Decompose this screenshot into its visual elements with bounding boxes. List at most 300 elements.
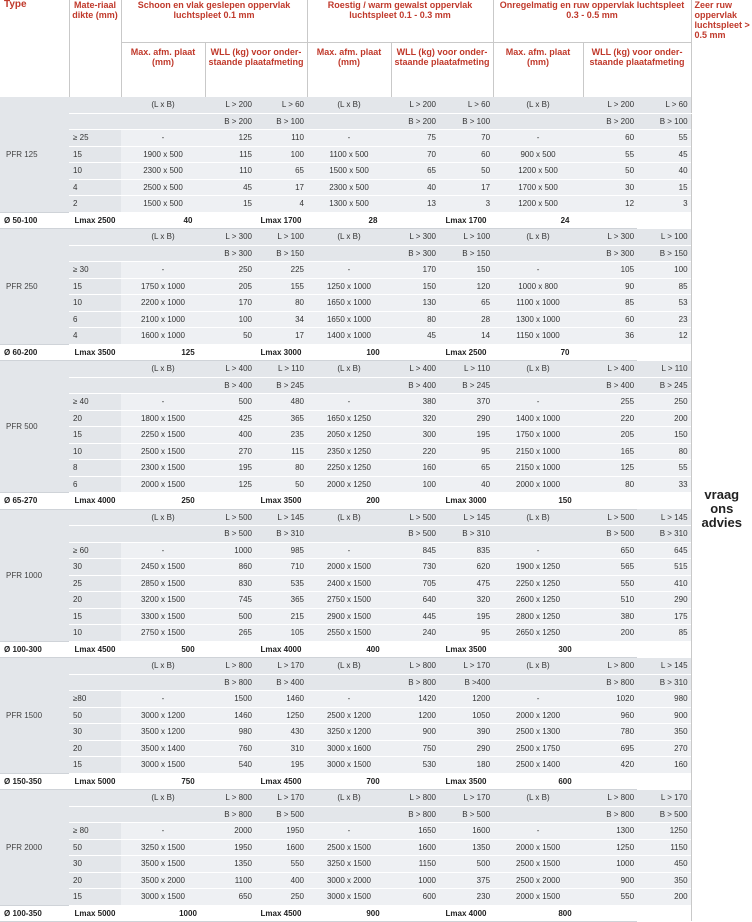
wll-cell: 475 <box>439 575 493 592</box>
max-size-cell: 2250 x 1250 <box>493 575 583 592</box>
wll-cell: 705 <box>391 575 439 592</box>
max-size-cell <box>307 526 391 543</box>
wll-cell: L > 170 <box>255 790 307 807</box>
table-row <box>0 625 752 642</box>
lmax-cell: Lmax 1700 <box>255 212 307 229</box>
wll-cell: B > 200 <box>391 113 439 130</box>
wll-cell: 640 <box>391 592 439 609</box>
wll-cell: 85 <box>583 295 637 312</box>
lmax-cell: Lmax 5000 <box>69 773 121 790</box>
table-row <box>0 542 752 559</box>
thickness-cell: 15 <box>69 889 121 906</box>
wll-cell: 380 <box>583 608 637 625</box>
wll-cell: 1650 <box>391 823 439 840</box>
max-size-cell <box>121 674 205 691</box>
wll-cell: L > 400 <box>391 361 439 378</box>
wll-cell: 100 <box>205 311 255 328</box>
max-size-cell: 1500 x 500 <box>307 163 391 180</box>
wll-cell: 50 <box>255 476 307 493</box>
thickness-cell: 20 <box>69 410 121 427</box>
wll-cell: 110 <box>205 163 255 180</box>
max-size-cell: - <box>121 542 205 559</box>
lmax-cell: Lmax 4000 <box>439 905 493 922</box>
wll-total-cell: 125 <box>121 344 255 361</box>
wll-cell: 900 <box>583 872 637 889</box>
wll-cell: L > 60 <box>439 97 493 113</box>
wll-cell: 650 <box>583 542 637 559</box>
group-header-clean: Schoon en vlak geslepen oppervlak luchtspleet 0.1 mm <box>121 0 307 43</box>
wll-cell: 1250 <box>583 839 637 856</box>
wll-cell: B > 310 <box>439 526 493 543</box>
wll-cell: L > 400 <box>583 361 637 378</box>
wll-cell: 1250 <box>637 823 691 840</box>
wll-cell: 645 <box>637 542 691 559</box>
thickness-cell: 30 <box>69 724 121 741</box>
table-row <box>0 889 752 906</box>
wll-cell: L > 145 <box>637 509 691 526</box>
wll-cell: 1500 <box>205 691 255 708</box>
thickness-cell <box>69 674 121 691</box>
wll-cell: 40 <box>391 179 439 196</box>
max-size-cell: 3200 x 1500 <box>121 592 205 609</box>
wll-cell: 230 <box>439 889 493 906</box>
table-row <box>0 163 752 180</box>
thickness-cell: 20 <box>69 592 121 609</box>
wll-cell: 15 <box>637 179 691 196</box>
wll-cell: 500 <box>205 608 255 625</box>
wll-cell: B > 400 <box>255 674 307 691</box>
max-size-cell: (L x B) <box>307 790 391 807</box>
diameter-cell: Ø 50-100 <box>0 212 69 229</box>
thickness-cell: 50 <box>69 707 121 724</box>
wll-cell: 620 <box>439 559 493 576</box>
wll-cell: 130 <box>391 295 439 312</box>
wll-cell: 180 <box>439 757 493 774</box>
wll-cell: 150 <box>637 427 691 444</box>
wll-cell: 1000 <box>205 542 255 559</box>
wll-cell: 30 <box>583 179 637 196</box>
thickness-cell: 15 <box>69 757 121 774</box>
max-size-cell: 1200 x 500 <box>493 196 583 213</box>
wll-cell: L > 110 <box>255 361 307 378</box>
max-size-cell: (L x B) <box>307 509 391 526</box>
max-size-cell: - <box>493 262 583 279</box>
max-size-cell: 1500 x 500 <box>121 196 205 213</box>
max-size-cell: 2900 x 1500 <box>307 608 391 625</box>
wll-cell: 1460 <box>255 691 307 708</box>
max-size-cell: (L x B) <box>307 97 391 113</box>
wll-cell: 270 <box>205 443 255 460</box>
wll-total-cell: 200 <box>307 493 439 510</box>
wll-cell: 1600 <box>255 839 307 856</box>
max-size-cell: (L x B) <box>493 790 583 807</box>
max-size-cell <box>493 674 583 691</box>
wll-cell: B > 500 <box>205 526 255 543</box>
section-footer-row <box>0 773 752 790</box>
wll-cell: B > 310 <box>255 526 307 543</box>
wll-cell: 15 <box>205 196 255 213</box>
wll-cell: 45 <box>637 146 691 163</box>
wll-cell: 365 <box>255 410 307 427</box>
thickness-cell: 20 <box>69 740 121 757</box>
wll-cell: 960 <box>583 707 637 724</box>
max-size-cell: 2400 x 1500 <box>307 575 391 592</box>
thickness-cell: 4 <box>69 328 121 345</box>
max-size-cell: 1900 x 1250 <box>493 559 583 576</box>
wll-cell: 50 <box>439 163 493 180</box>
table-row <box>0 658 752 675</box>
table-row <box>0 839 752 856</box>
max-size-cell: 3250 x 1200 <box>307 724 391 741</box>
wll-cell: 100 <box>391 476 439 493</box>
thickness-cell <box>69 658 121 675</box>
wll-cell: 105 <box>583 262 637 279</box>
wll-cell: 1020 <box>583 691 637 708</box>
max-size-cell <box>307 113 391 130</box>
wll-cell: L > 400 <box>205 361 255 378</box>
wll-cell: 695 <box>583 740 637 757</box>
wll-cell: B > 310 <box>637 674 691 691</box>
wll-cell: L > 100 <box>439 229 493 246</box>
wll-cell: 120 <box>439 278 493 295</box>
max-size-cell: 2300 x 500 <box>307 179 391 196</box>
wll-cell: 530 <box>391 757 439 774</box>
wll-cell: 1050 <box>439 707 493 724</box>
lmax-cell: Lmax 4500 <box>255 905 307 922</box>
max-size-cell: - <box>121 394 205 411</box>
max-size-cell: 2500 x 1500 <box>307 839 391 856</box>
max-size-cell: 1400 x 1000 <box>307 328 391 345</box>
wll-cell: 125 <box>205 476 255 493</box>
max-size-header: Max. afm. plaat (mm) <box>493 43 583 98</box>
wll-cell: L > 110 <box>439 361 493 378</box>
max-size-cell: 1800 x 1500 <box>121 410 205 427</box>
max-size-cell: (L x B) <box>493 229 583 246</box>
wll-cell: 55 <box>583 146 637 163</box>
wll-cell: B > 800 <box>205 674 255 691</box>
thickness-cell <box>69 526 121 543</box>
wll-cell: B > 800 <box>583 674 637 691</box>
max-size-cell: 2150 x 1000 <box>493 460 583 477</box>
lmax-cell: Lmax 4500 <box>255 773 307 790</box>
wll-cell: 170 <box>391 262 439 279</box>
wll-cell: 650 <box>205 889 255 906</box>
wll-cell: 50 <box>583 163 637 180</box>
wll-cell: 3 <box>439 196 493 213</box>
thickness-cell: 2 <box>69 196 121 213</box>
wll-cell: 13 <box>391 196 439 213</box>
wll-cell: 125 <box>205 130 255 147</box>
max-size-cell: 2850 x 1500 <box>121 575 205 592</box>
wll-cell: B > 200 <box>583 113 637 130</box>
diameter-cell: Ø 150-350 <box>0 773 69 790</box>
table-row <box>0 410 752 427</box>
wll-cell: 1200 <box>439 691 493 708</box>
max-size-cell: (L x B) <box>493 361 583 378</box>
wll-cell: L > 200 <box>583 97 637 113</box>
wll-cell: 500 <box>205 394 255 411</box>
wll-cell: 50 <box>205 328 255 345</box>
thickness-cell: 4 <box>69 179 121 196</box>
table-row <box>0 526 752 543</box>
wll-cell: B > 245 <box>255 377 307 394</box>
wll-cell: 80 <box>637 443 691 460</box>
wll-cell: 1000 <box>583 856 637 873</box>
wll-cell: 3 <box>637 196 691 213</box>
table-row <box>0 757 752 774</box>
wll-cell: L > 800 <box>583 790 637 807</box>
wll-cell: 170 <box>205 295 255 312</box>
lmax-cell: Lmax 2500 <box>439 344 493 361</box>
wll-cell: L > 800 <box>583 658 637 675</box>
thickness-cell: ≥ 40 <box>69 394 121 411</box>
thickness-cell: 30 <box>69 856 121 873</box>
wll-cell: 45 <box>205 179 255 196</box>
type-cell: PFR 250 <box>0 229 69 345</box>
max-size-cell: 2300 x 1500 <box>121 460 205 477</box>
wll-cell: 400 <box>205 427 255 444</box>
wll-cell: 390 <box>439 724 493 741</box>
wll-cell: 175 <box>637 608 691 625</box>
table-row <box>0 575 752 592</box>
max-size-cell: 1000 x 800 <box>493 278 583 295</box>
max-size-cell: - <box>307 130 391 147</box>
wll-cell: 150 <box>439 262 493 279</box>
wll-cell: 200 <box>583 625 637 642</box>
max-size-cell: (L x B) <box>121 509 205 526</box>
max-size-cell: (L x B) <box>493 509 583 526</box>
type-header: Type <box>4 0 27 10</box>
wll-cell: 36 <box>583 328 637 345</box>
wll-cell: 160 <box>391 460 439 477</box>
max-size-cell: 3000 x 1500 <box>307 889 391 906</box>
wll-cell: 55 <box>637 460 691 477</box>
table-row <box>0 443 752 460</box>
wll-cell: B > 300 <box>583 245 637 262</box>
max-size-cell: (L x B) <box>121 97 205 113</box>
wll-cell: L > 500 <box>205 509 255 526</box>
lmax-cell: Lmax 5000 <box>69 905 121 922</box>
wll-cell: 1350 <box>439 839 493 856</box>
wll-cell: L > 170 <box>255 658 307 675</box>
max-size-cell: 3000 x 1500 <box>121 889 205 906</box>
max-size-cell: - <box>307 262 391 279</box>
max-size-cell: 900 x 500 <box>493 146 583 163</box>
wll-cell: 1300 <box>583 823 637 840</box>
table-row <box>0 97 752 113</box>
wll-cell: 17 <box>439 179 493 196</box>
wll-cell: 255 <box>583 394 637 411</box>
wll-cell: 510 <box>583 592 637 609</box>
table-row <box>0 509 752 526</box>
wll-cell: 85 <box>637 278 691 295</box>
max-size-cell: 1100 x 500 <box>307 146 391 163</box>
max-size-cell: 2250 x 1250 <box>307 460 391 477</box>
wll-cell: 1460 <box>205 707 255 724</box>
table-row <box>0 427 752 444</box>
wll-cell: 845 <box>391 542 439 559</box>
thickness-cell <box>69 229 121 246</box>
thickness-cell: 25 <box>69 575 121 592</box>
wll-cell: 195 <box>439 608 493 625</box>
wll-cell: 235 <box>255 427 307 444</box>
wll-header: WLL (kg) voor onder-staande plaatafmeting <box>391 43 493 98</box>
wll-cell: 70 <box>439 130 493 147</box>
table-row <box>0 311 752 328</box>
wll-cell: 430 <box>255 724 307 741</box>
max-size-cell: - <box>307 394 391 411</box>
wll-cell: L > 60 <box>637 97 691 113</box>
wll-cell: B > 245 <box>637 377 691 394</box>
lmax-cell: Lmax 3500 <box>439 641 493 658</box>
wll-cell: 12 <box>637 328 691 345</box>
max-size-cell: 3500 x 2000 <box>121 872 205 889</box>
type-cell: PFR 1500 <box>0 658 69 774</box>
lmax-cell: Lmax 4000 <box>69 493 121 510</box>
wll-cell: 1950 <box>205 839 255 856</box>
max-size-cell <box>493 245 583 262</box>
section-footer-row <box>0 344 752 361</box>
max-size-cell <box>121 526 205 543</box>
table-row <box>0 707 752 724</box>
wll-cell: 300 <box>391 427 439 444</box>
wll-cell: 23 <box>637 311 691 328</box>
max-size-cell <box>121 806 205 823</box>
group-header-rusty: Roestig / warm gewalst oppervlak luchtspleet 0.1 - 0.3 mm <box>307 0 493 43</box>
wll-cell: 220 <box>583 410 637 427</box>
wll-cell: B > 100 <box>439 113 493 130</box>
wll-cell: 265 <box>205 625 255 642</box>
max-size-cell: - <box>121 691 205 708</box>
type-cell: PFR 2000 <box>0 790 69 906</box>
max-size-cell <box>493 806 583 823</box>
type-cell: PFR 1000 <box>0 509 69 641</box>
table-row <box>0 872 752 889</box>
wll-cell: 70 <box>391 146 439 163</box>
thickness-cell <box>69 509 121 526</box>
wll-cell: 310 <box>255 740 307 757</box>
wll-cell: 14 <box>439 328 493 345</box>
wll-cell: 1150 <box>391 856 439 873</box>
wll-cell: 85 <box>637 625 691 642</box>
max-size-cell: 2450 x 1500 <box>121 559 205 576</box>
max-size-cell: 2000 x 1500 <box>121 476 205 493</box>
max-size-cell: 3500 x 1200 <box>121 724 205 741</box>
thickness-cell: 15 <box>69 146 121 163</box>
thickness-cell <box>69 245 121 262</box>
max-size-cell: 2100 x 1000 <box>121 311 205 328</box>
wll-cell: 350 <box>637 872 691 889</box>
wll-total-cell: 40 <box>121 212 255 229</box>
table-row <box>0 328 752 345</box>
group-header-very-rough: Zeer ruw oppervlak luchtspleet > 0.5 mm <box>691 0 752 97</box>
max-size-cell: - <box>307 542 391 559</box>
wll-cell: 270 <box>637 740 691 757</box>
wll-cell: 53 <box>637 295 691 312</box>
type-cell: PFR 500 <box>0 361 69 493</box>
max-size-cell <box>307 674 391 691</box>
max-size-cell: 2500 x 1400 <box>493 757 583 774</box>
wll-cell: B > 800 <box>205 806 255 823</box>
wll-cell: L > 800 <box>205 790 255 807</box>
max-size-cell: (L x B) <box>121 361 205 378</box>
max-size-cell: 1600 x 1000 <box>121 328 205 345</box>
wll-cell: L > 300 <box>583 229 637 246</box>
thickness-cell: 6 <box>69 476 121 493</box>
max-size-cell: 2000 x 1500 <box>493 889 583 906</box>
wll-header: WLL (kg) voor onder-staande plaatafmeting <box>205 43 307 98</box>
wll-cell: 600 <box>391 889 439 906</box>
wll-cell: B > 800 <box>391 806 439 823</box>
max-size-cell: (L x B) <box>121 229 205 246</box>
max-size-cell: 1650 x 1250 <box>307 410 391 427</box>
thickness-cell: ≥ 30 <box>69 262 121 279</box>
wll-cell: B > 500 <box>255 806 307 823</box>
table-row <box>0 724 752 741</box>
wll-cell: 1100 <box>205 872 255 889</box>
wll-cell: L > 170 <box>439 658 493 675</box>
max-size-cell: (L x B) <box>307 361 391 378</box>
max-size-cell: 1250 x 1000 <box>307 278 391 295</box>
wll-cell: 100 <box>637 262 691 279</box>
max-size-cell: 3000 x 1500 <box>307 757 391 774</box>
wll-cell: 780 <box>583 724 637 741</box>
table-row <box>0 674 752 691</box>
wll-cell: 830 <box>205 575 255 592</box>
wll-cell: L > 500 <box>391 509 439 526</box>
wll-cell: 65 <box>439 460 493 477</box>
wll-cell: L > 170 <box>637 790 691 807</box>
wll-cell: 750 <box>391 740 439 757</box>
table-row <box>0 790 752 807</box>
max-size-cell: 3250 x 1500 <box>121 839 205 856</box>
wll-cell: 100 <box>255 146 307 163</box>
wll-cell: L > 800 <box>391 658 439 675</box>
thickness-cell: 10 <box>69 443 121 460</box>
wll-cell: 1250 <box>255 707 307 724</box>
wll-cell: L > 800 <box>205 658 255 675</box>
table-row <box>0 361 752 378</box>
thickness-cell: ≥80 <box>69 691 121 708</box>
wll-cell: L > 145 <box>255 509 307 526</box>
thickness-cell <box>69 806 121 823</box>
thickness-cell: 15 <box>69 608 121 625</box>
max-size-cell: 1650 x 1000 <box>307 295 391 312</box>
wll-cell: B > 300 <box>391 245 439 262</box>
table-row <box>0 179 752 196</box>
max-size-cell: 3000 x 2000 <box>307 872 391 889</box>
wll-cell: L > 300 <box>205 229 255 246</box>
wll-cell: 540 <box>205 757 255 774</box>
table-row <box>0 394 752 411</box>
wll-cell: 760 <box>205 740 255 757</box>
max-size-cell: 2500 x 1300 <box>493 724 583 741</box>
max-size-cell: 2500 x 1500 <box>493 856 583 873</box>
max-size-cell: 2000 x 1000 <box>493 476 583 493</box>
wll-cell: 425 <box>205 410 255 427</box>
wll-total-cell: 28 <box>307 212 439 229</box>
wll-cell: 12 <box>583 196 637 213</box>
table-row <box>0 262 752 279</box>
wll-cell: B > 100 <box>637 113 691 130</box>
wll-cell: 95 <box>439 625 493 642</box>
wll-cell: 985 <box>255 542 307 559</box>
wll-cell: B > 800 <box>583 806 637 823</box>
wll-total-cell: 500 <box>121 641 255 658</box>
wll-cell: 150 <box>391 278 439 295</box>
max-size-cell: 2500 x 1200 <box>307 707 391 724</box>
thickness-cell <box>69 377 121 394</box>
